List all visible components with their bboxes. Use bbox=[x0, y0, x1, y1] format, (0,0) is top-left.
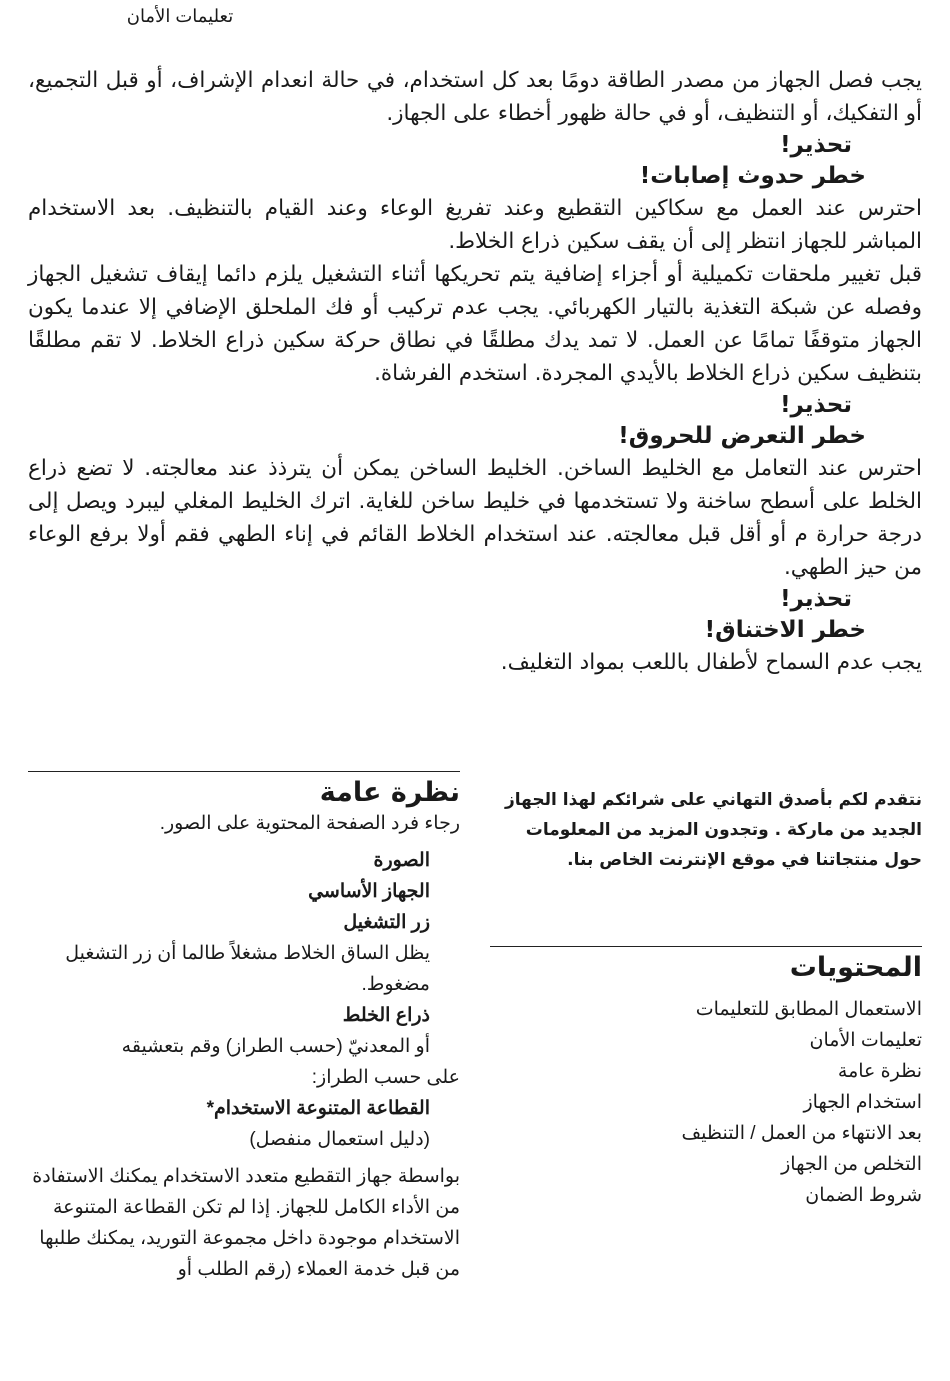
intro-box bbox=[490, 785, 922, 875]
divider bbox=[28, 771, 460, 772]
warning-label: تحذير! bbox=[780, 586, 852, 612]
contents-item[interactable]: استخدام الجهاز bbox=[803, 1092, 922, 1113]
cutter-label: القطاعة المتنوعة الاستخدام* bbox=[206, 1098, 430, 1119]
arm-desc: أو المعدنيّ (حسب الطراز) وقم بتعشيقه bbox=[121, 1036, 430, 1057]
contents-item[interactable]: نظرة عامة bbox=[837, 1061, 922, 1082]
safety-paragraph: احترس عند العمل مع سكاكين التقطيع وعند تفريغ الوعاء وعند القيام بالتنظيف. بعد الاستخدام المباشر للجهاز انتظر إلى أن يقف سكين ذراع الخلاط. bbox=[28, 196, 922, 254]
contents-heading bbox=[490, 952, 922, 983]
by-model-note: على حسب الطراز: bbox=[311, 1067, 460, 1088]
warning-label: تحذير! bbox=[780, 392, 852, 418]
overview-section bbox=[28, 777, 460, 1285]
safety-paragraph: يجب عدم السماح لأطفال باللعب بمواد التغليف. bbox=[500, 650, 922, 675]
overview-title: نظرة عامة bbox=[319, 777, 460, 808]
power-button-label: زر التشغيل bbox=[343, 912, 430, 933]
warning-label: تحذير! bbox=[780, 132, 852, 158]
divider bbox=[490, 946, 922, 947]
safety-paragraph: احترس عند التعامل مع الخليط الساخن. الخليط الساخن يمكن أن يترذذ عند معالجته. لا تضع ذراع الخلط على أسطح ساخنة ولا تستخدمها في خليط ساخن للغاية. اترك الخليط المغلي ليبرد ويصل إلى درجة حرارة م أو أقل قبل معالجته. عند استخدام الخلاط القائم في إناء الطهي فقم أولا برفع الوعاء من حيز الطهي. bbox=[28, 456, 922, 580]
hazard-title: خطر التعرض للحروق! bbox=[618, 423, 866, 449]
contents-item[interactable]: تعليمات الأمان bbox=[809, 1030, 922, 1051]
page-header: تعليمات الأمان bbox=[126, 6, 234, 26]
arm-label: ذراع الخلط bbox=[342, 1005, 430, 1026]
intro-text: نتقدم لكم بأصدق التهاني على شرائكم لهذا الجهاز الجديد من ماركة . وتجدون المزيد من المعلومات حول منتجاتنا في موقع الإنترنت الخاص بنا. bbox=[505, 790, 922, 870]
contents-item[interactable]: بعد الانتهاء من العمل / التنظيف bbox=[681, 1123, 922, 1144]
contents-item[interactable]: التخلص من الجهاز bbox=[781, 1154, 922, 1175]
image-label: الصورة bbox=[373, 850, 430, 871]
safety-paragraph: قبل تغيير ملحقات تكميلية أو أجزاء إضافية يتم تحريكها أثناء التشغيل يلزم دائما إيقاف تشغيل الجهاز وفصله عن شبكة التغذية بالتيار الكهربائي. يجب عدم تركيب أو فك الملحلق الإضافي إلا عندما يكون الجهاز متوقفًا تمامًا عن العمل. لا تمد يدك مطلقًا في نطاق حركة سكين ذراع الخلاط. لا تقم مطلقًا بتنظيف سكين ذراع الخلاط بالأيدي المجردة. استخدم الفرشاة. bbox=[28, 262, 922, 386]
safety-section bbox=[28, 64, 922, 679]
cutter-desc: بواسطة جهاز التقطيع متعدد الاستخدام يمكنك الاستفادة من الأداء الكامل للجهاز. إذا لم تكن القطاعة المتنوعة الاستخدام موجودة داخل مجموعة التوريد، يمكنك طلبها من قبل خدمة العملاء (رقم الطلب أو bbox=[32, 1166, 460, 1280]
hazard-title: خطر الاختناق! bbox=[704, 617, 866, 643]
contents-item[interactable]: الاستعمال المطابق للتعليمات bbox=[695, 999, 922, 1020]
contents-list bbox=[490, 994, 922, 1211]
overview-note: رجاء فرد الصفحة المحتوية على الصور. bbox=[159, 813, 460, 834]
hazard-title: خطر حدوث إصابات! bbox=[639, 163, 866, 189]
base-unit-label: الجهاز الأساسي bbox=[308, 881, 430, 902]
contents-item[interactable]: شروط الضمان bbox=[805, 1185, 922, 1206]
power-button-desc: يظل الساق الخلاط مشغلاً طالما أن زر التشغيل مضغوط. bbox=[65, 943, 430, 995]
contents-title: المحتويات bbox=[789, 952, 922, 983]
safety-intro: يجب فصل الجهاز من مصدر الطاقة دومًا بعد كل استخدام، في حالة انعدام الإشراف، أو قبل التجميع، أو التفكيك، أو التنظيف، أو في حالة ظهور أخطاء على الجهاز. bbox=[28, 68, 922, 126]
cutter-sub: (دليل استعمال منفصل) bbox=[249, 1129, 430, 1150]
